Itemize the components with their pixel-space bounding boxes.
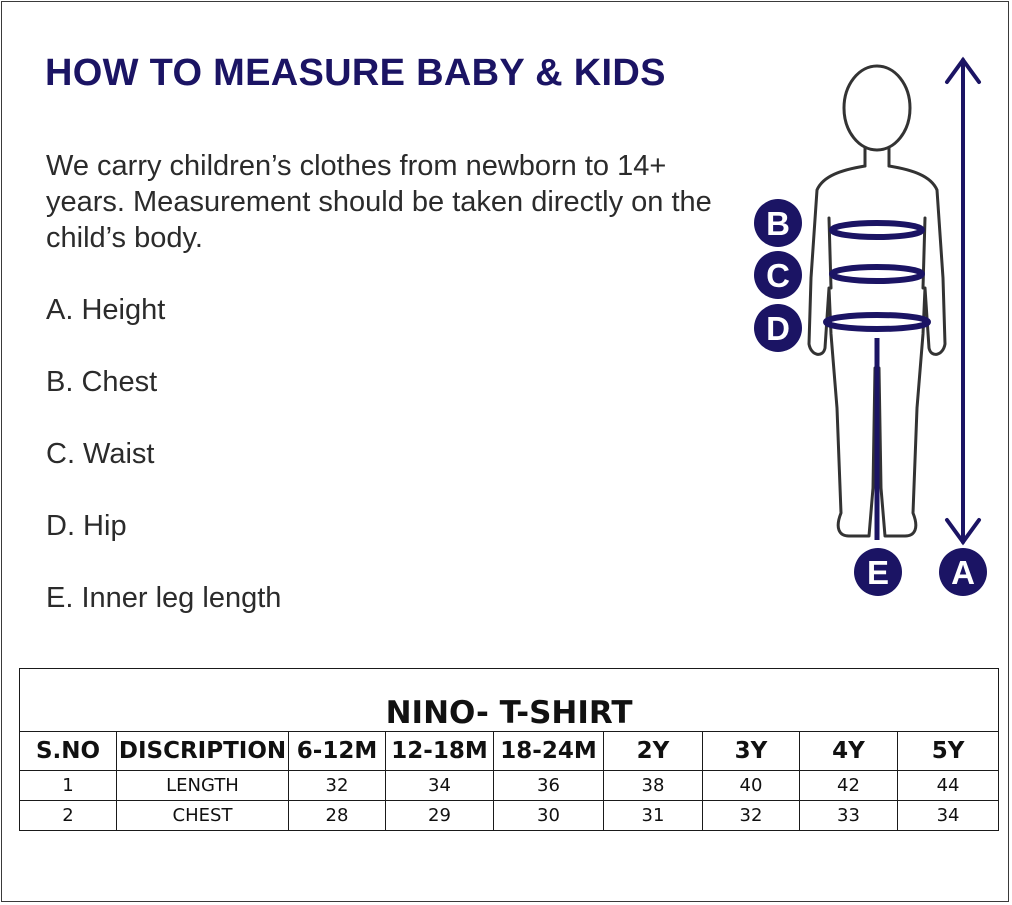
table-cell: 31: [604, 801, 703, 831]
svg-text:A: A: [951, 554, 975, 591]
header-4y: 4Y: [800, 732, 898, 771]
table-cell: 29: [386, 801, 494, 831]
child-figure-illustration: [745, 48, 995, 608]
measurement-waist: C. Waist: [46, 438, 155, 470]
figure-markers: [754, 199, 987, 596]
table-row: [20, 801, 999, 831]
marker-b: [754, 199, 802, 247]
page-title: HOW TO MEASURE BABY & KIDS: [45, 52, 666, 94]
table-cell: 44: [898, 771, 999, 801]
svg-text:D: D: [766, 310, 790, 347]
size-chart-table: [19, 668, 999, 831]
chest-band: [832, 223, 922, 237]
header-12-18m: 12-18M: [386, 732, 494, 771]
table-cell: CHEST: [117, 801, 289, 831]
svg-text:E: E: [866, 554, 890, 591]
svg-text:B: B: [766, 205, 790, 242]
measurement-height: A. Height: [46, 294, 166, 326]
measurement-hip: D. Hip: [46, 510, 127, 542]
header-sno: S.NO: [20, 732, 117, 771]
header-2y: 2Y: [604, 732, 703, 771]
hip-band: [826, 315, 928, 329]
marker-d: [754, 304, 802, 352]
table-cell: 33: [800, 801, 898, 831]
table-cell: 28: [289, 801, 386, 831]
waist-band: [832, 267, 922, 281]
table-cell: 30: [494, 801, 604, 831]
table-title: NINO- T-SHIRT: [20, 669, 999, 732]
header-description: DISCRIPTION: [117, 732, 289, 771]
header-3y: 3Y: [703, 732, 800, 771]
table-cell: 2: [20, 801, 117, 831]
table-cell: 1: [20, 771, 117, 801]
table-cell: 36: [494, 771, 604, 801]
header-18-24m: 18-24M: [494, 732, 604, 771]
svg-text:C: C: [766, 257, 790, 294]
table-cell: 32: [703, 801, 800, 831]
table-row: [20, 771, 999, 801]
marker-e: [854, 548, 902, 596]
table-cell: 38: [604, 771, 703, 801]
measurement-bands: [826, 223, 928, 329]
height-arrow: [947, 60, 979, 542]
table-cell: 32: [289, 771, 386, 801]
table-cell: 34: [898, 801, 999, 831]
table-cell: LENGTH: [117, 771, 289, 801]
measurement-inner-leg: E. Inner leg length: [46, 582, 282, 614]
marker-a: [939, 548, 987, 596]
intro-text: We carry children’s clothes from newborn to 14+ years. Measurement should be taken directly on the child’s body.: [46, 150, 712, 254]
table-header-row: [20, 732, 999, 771]
measurement-chest: B. Chest: [46, 366, 158, 398]
header-6-12m: 6-12M: [289, 732, 386, 771]
table-cell: 34: [386, 771, 494, 801]
table-cell: 40: [703, 771, 800, 801]
marker-c: [754, 251, 802, 299]
table-cell: 42: [800, 771, 898, 801]
head-outline: [844, 66, 910, 150]
header-5y: 5Y: [898, 732, 999, 771]
